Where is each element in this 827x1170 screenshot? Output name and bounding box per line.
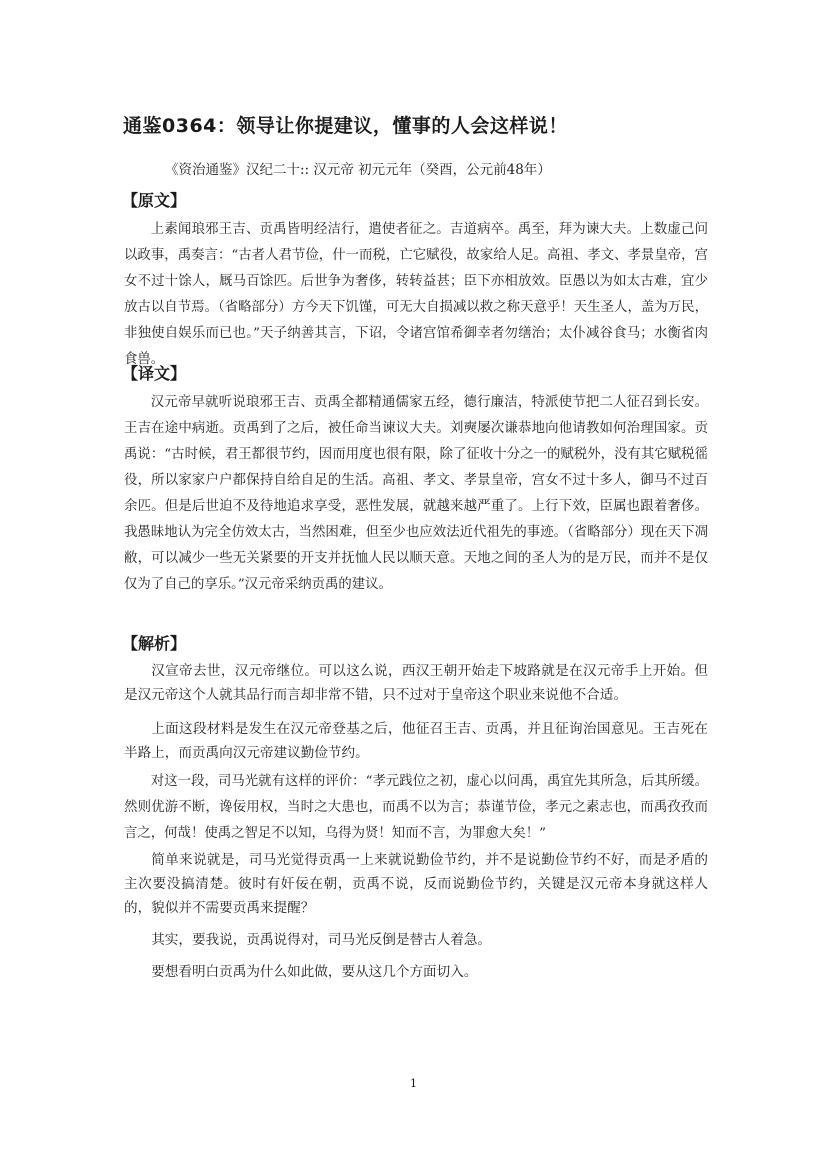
section-heading-analysis: 【解析】 [122,634,187,653]
analysis-paragraph-1: 汉宣帝去世，汉元帝继位。可以这么说，西汉王朝开始走下坡路就是在汉元帝手上开始。但是汉元帝这个人就其品行而言却非常不错，只不过对于皇帝这个职业来说他不合适。 [124,663,708,703]
analysis-paragraph-4: 简单来说就是，司马光觉得贡禹一上来就说勤俭节约，并不是说勤俭节约不好，而是矛盾的主次要没搞清楚。彼时有奸佞在朝，贡禹不说，反而说勤俭节约，关键是汉元帝本身就这样人的，貌似并不需要贡禹来提醒？ [124,852,708,916]
page-number: 1 [410,1077,417,1090]
analysis-paragraph-5: 其实，要我说，贡禹说得对，司马光反倒是替古人着急。 [151,932,492,948]
analysis-paragraph-6: 要想看明白贡禹为什么如此做，要从这几个方面切入。 [151,964,478,980]
page-title: 通鉴0364：领导让你提建议，懂事的人会这样说！ [123,115,568,137]
original-text: 上素闻琅邪王吉、贡禹皆明经洁行，遣使者征之。吉道病卒。禹至，拜为谏大夫。上数虚己问以政事，禹奏言：“古者人君节俭，什一而税，亡它赋役，故家给人足。高祖、孝文、孝景皇帝，宫女不过十馀人，厩马百馀匹。后世争为奢侈，转转益甚；臣下亦相放效。臣愚以为如太古难，宜少放古以自节焉。（省略部分）方今天下饥馑，可无大自损减以救之称天意乎！天生圣人，盖为万民，非独使自娱乐而已也。”天子纳善其言，下诏，令诸宫馆希御幸者勿缮治；太仆减谷食马；水衡省肉食兽。 [124,222,708,367]
section-heading-translation: 【译文】 [122,364,187,383]
section-heading-original: 【原文】 [122,191,187,210]
translation-text: 汉元帝早就听说琅邪王吉、贡禹全都精通儒家五经，德行廉洁，特派使节把二人征召到长安。王吉在途中病逝。贡禹到了之后，被任命当谏议大夫。刘奭屡次谦恭地向他请教如何治理国家。贡禹说：“古时候，君王都很节约，因而用度也很有限，除了征收十分之一的赋税外，没有其它赋税徭役，所以家家户户都保持自给自足的生活。高祖、孝文、孝景皇帝，宫女不过十多人，御马不过百余匹。但是后世迫不及待地追求享受，恶性发展，就越来越严重了。上行下效，臣属也跟着奢侈。我愚昧地认为完全仿效太古，当然困难，但至少也应效法近代祖先的事迹。（省略部分）现在天下凋敝，可以减少一些无关紧要的开支并抚恤人民以顺天意。天地之间的圣人为的是万民，而并不是仅仅为了自己的享乐。”汉元帝采纳贡禹的建议。 [124,395,708,592]
analysis-paragraph-3: 对这一段，司马光就有这样的评价：“孝元践位之初，虚心以问禹，禹宜先其所急，后其所缓。然则优游不断，谗佞用权，当时之大患也，而禹不以为言；恭谨节俭，孝元之素志也，而禹孜孜而言之，何哉！使禹之智足不以知，乌得为贤！知而不言，为罪愈大矣！” [124,774,708,841]
analysis-paragraph-2: 上面这段材料是发生在汉元帝登基之后，他征召王吉、贡禹，并且征询治国意见。王吉死在半路上，而贡禹向汉元帝建议勤俭节约。 [124,721,708,761]
page-subtitle: 《资治通鉴》汉纪二十:: 汉元帝 初元元年（癸酉，公元前48年） [165,162,551,178]
